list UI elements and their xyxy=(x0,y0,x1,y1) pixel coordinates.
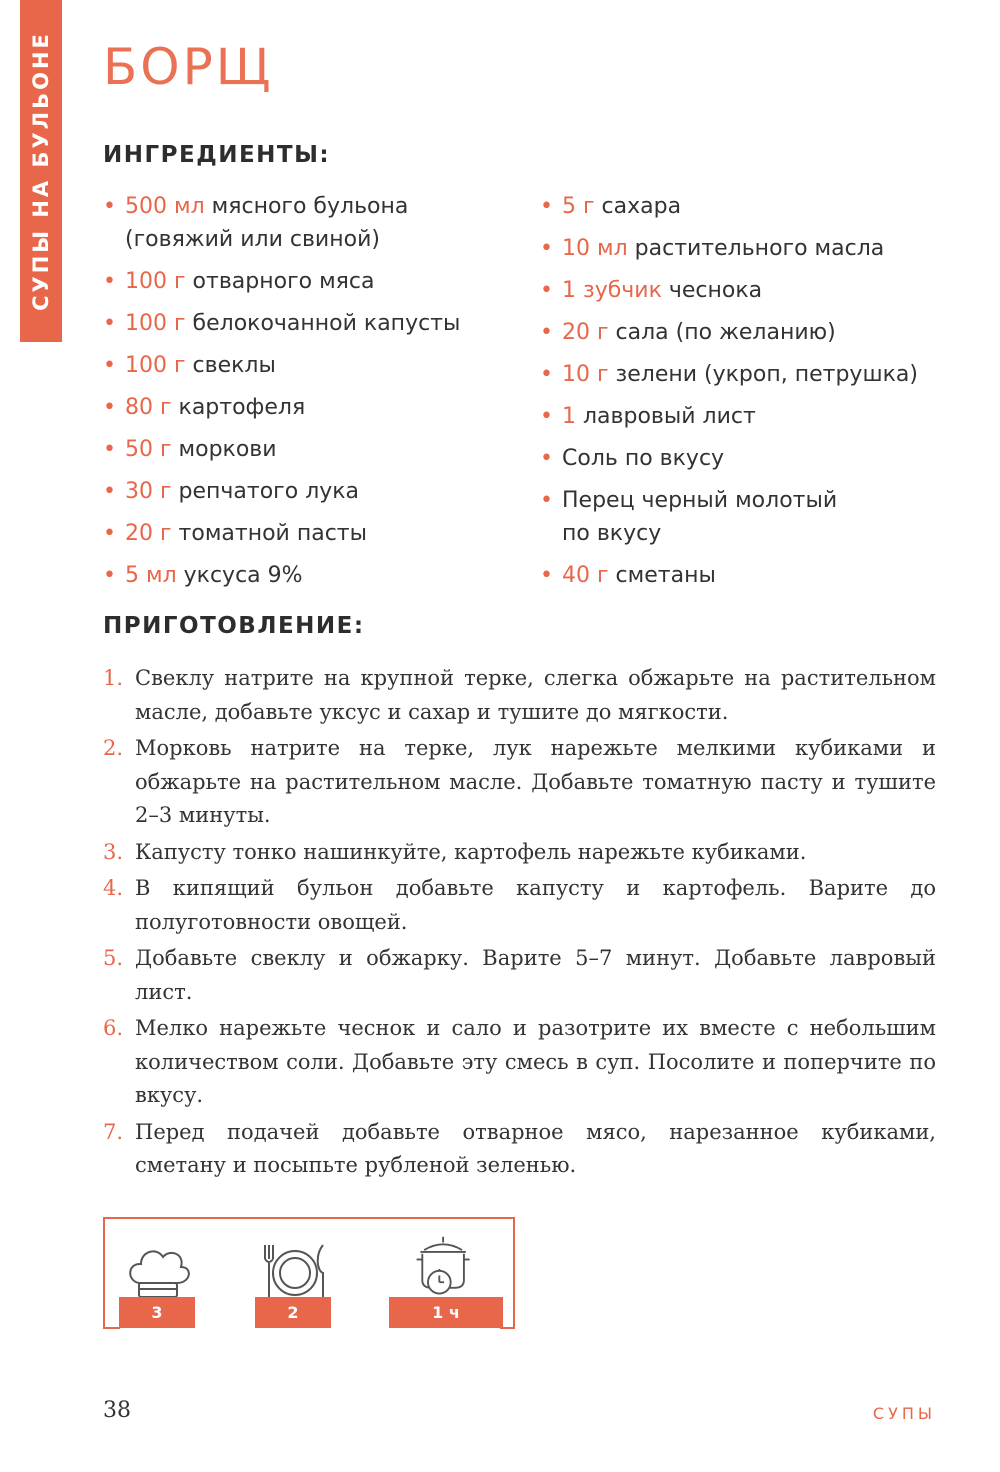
step-item: 1. Свеклу натрите на крупной терке, слегка обжарьте на растительном масле, добавьте уксус и сахар и тушите до мягкости. xyxy=(103,666,936,724)
page-number: 38 xyxy=(103,1398,131,1423)
info-box-border xyxy=(103,1327,120,1329)
preparation-heading: ПРИГОТОВЛЕНИЕ: xyxy=(103,613,365,639)
ingredient-item: • 100 г белокочанной капусты xyxy=(103,307,483,340)
section-name: СУПЫ xyxy=(872,1404,936,1423)
side-tab xyxy=(20,0,62,342)
ingredient-item: • 30 г репчатого лука xyxy=(103,475,483,508)
ingredient-item: • 10 мл растительного масла xyxy=(540,232,960,265)
ingredient-item: • 1 зубчик чеснока xyxy=(540,274,960,307)
recipe-info-box xyxy=(103,1217,515,1327)
step-item: 7. Перед подачей добавьте отварное мясо, нарезанное кубиками, сметану и посыпьте рубленой зеленью. xyxy=(103,1119,936,1177)
ingredient-item: • 10 г зелени (укроп, петрушка) xyxy=(540,358,960,391)
side-tab-label: СУПЫ НА БУЛЬОНЕ xyxy=(29,31,53,311)
step-item: 2. Морковь натрите на терке, лук нарежьте мелкими кубиками и обжарьте на растительном масле. Добавьте томатную пасту и тушите 2–3 минуты. xyxy=(103,736,936,827)
step-item: 4. В кипящий бульон добавьте капусту и картофель. Варите до полуготовности овощей. xyxy=(103,876,936,934)
ingredients-right xyxy=(540,190,960,601)
ingredient-item: • 5 мл уксуса 9% xyxy=(103,559,483,592)
ingredients-heading: ИНГРЕДИЕНТЫ: xyxy=(103,142,331,168)
ingredient-item: • 50 г моркови xyxy=(103,433,483,466)
step-item: 3. Капусту тонко нашинкуйте, картофель нарежьте кубиками. xyxy=(103,839,807,864)
ingredient-item: • 500 мл мясного бульона (говяжий или свиной) xyxy=(103,190,483,256)
ingredient-item: • 20 г томатной пасты xyxy=(103,517,483,550)
ingredient-item: • 100 г свеклы xyxy=(103,349,483,382)
ingredient-item: • 5 г сахара xyxy=(540,190,960,223)
ingredient-item: • 1 лавровый лист xyxy=(540,400,960,433)
ingredient-item: • Перец черный молотый по вкусу xyxy=(540,484,862,550)
ingredient-item: • 40 г сметаны xyxy=(540,559,960,592)
difficulty-label: 3 xyxy=(119,1297,195,1328)
ingredient-item: • 100 г отварного мяса xyxy=(103,265,483,298)
ingredients-left xyxy=(103,190,483,601)
step-item: 5. Добавьте свеклу и обжарку. Варите 5–7 минут. Добавьте лавровый лист. xyxy=(103,946,936,1004)
ingredient-item: • 80 г картофеля xyxy=(103,391,483,424)
ingredient-item: • Соль по вкусу xyxy=(540,442,960,475)
time-label: 1 ч xyxy=(389,1297,503,1328)
servings-label: 2 xyxy=(255,1297,331,1328)
ingredient-item: • 20 г сала (по желанию) xyxy=(540,316,960,349)
page-title: БОРЩ xyxy=(103,38,274,96)
pot-timer-icon xyxy=(405,1233,485,1303)
preparation-steps xyxy=(103,662,936,1186)
step-item: 6. Мелко нарежьте чеснок и сало и разотрите их вместе с небольшим количеством соли. Добавьте эту смесь в суп. Посолите и поперчите по вкусу. xyxy=(103,1016,936,1107)
